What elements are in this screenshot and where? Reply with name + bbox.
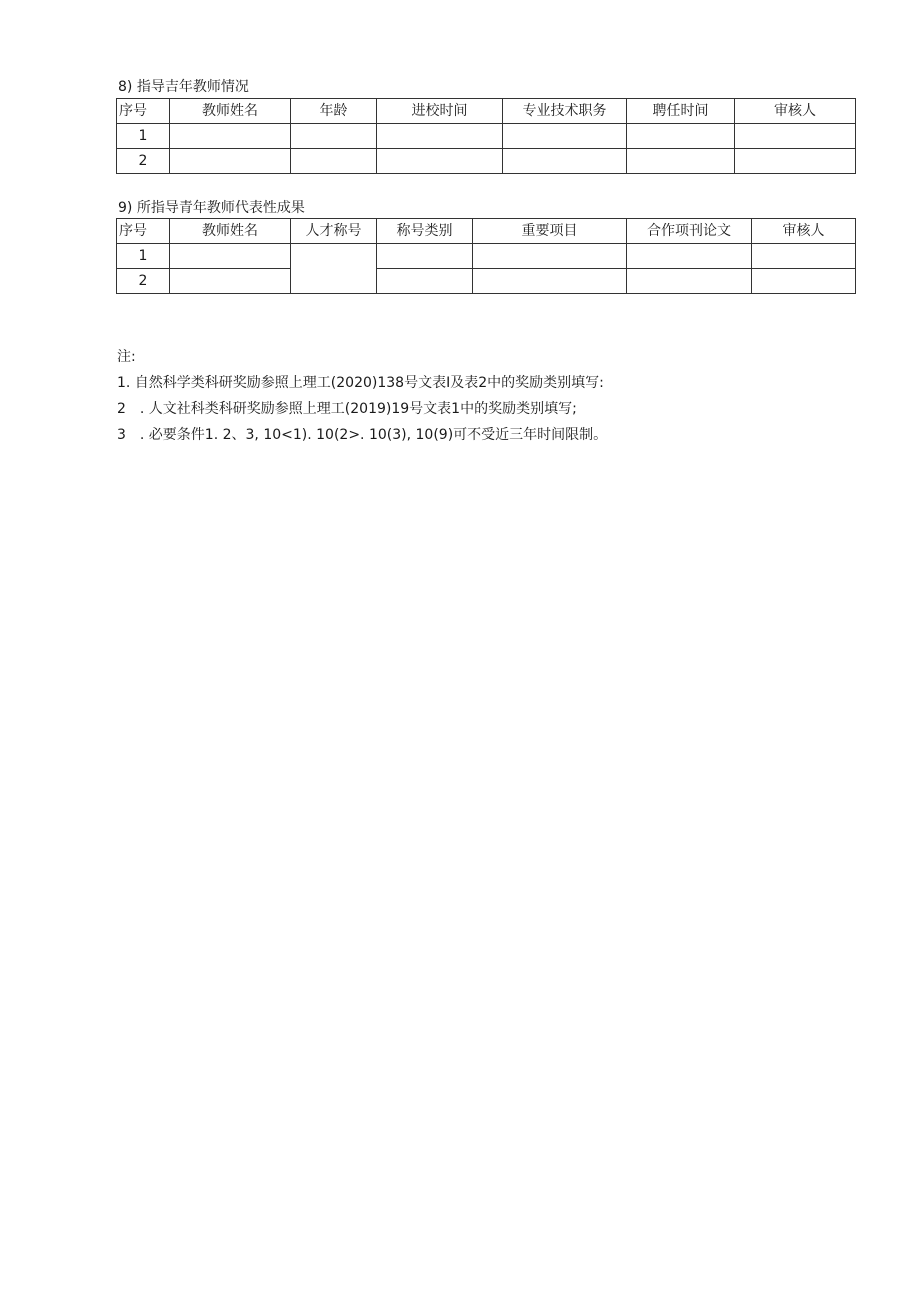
table-cell[interactable] <box>291 149 377 174</box>
table-row <box>117 269 856 294</box>
note-item: 2 . 人文社科类科研奖励参照上理工(2019)19号文表1中的奖励类别填写; <box>117 401 577 417</box>
table-row <box>117 244 856 269</box>
table-cell[interactable] <box>170 244 291 269</box>
table-cell[interactable] <box>377 269 473 294</box>
table-cell[interactable] <box>377 124 503 149</box>
header-cell: 教师姓名 <box>170 219 291 244</box>
section8-title: 8) 指导吉年教师情况 <box>118 79 249 95</box>
table-header-row <box>117 219 856 244</box>
header-cell: 审核人 <box>735 99 856 124</box>
header-cell: 序号 <box>117 99 170 124</box>
header-cell: 重要项目 <box>473 219 627 244</box>
table-cell[interactable] <box>473 269 627 294</box>
header-cell: 序号 <box>117 219 170 244</box>
table-cell[interactable] <box>627 149 735 174</box>
header-cell: 进校时间 <box>377 99 503 124</box>
table-cell[interactable] <box>170 149 291 174</box>
row-number-cell: 1 <box>117 244 170 269</box>
row-number-cell: 2 <box>117 269 170 294</box>
table-header-row <box>117 99 856 124</box>
table-cell[interactable] <box>627 244 752 269</box>
header-cell: 专业技术职务 <box>503 99 627 124</box>
table-cell[interactable] <box>170 269 291 294</box>
table-cell[interactable] <box>752 269 856 294</box>
section8-table <box>116 98 856 174</box>
section9-table <box>116 218 856 294</box>
table-cell[interactable] <box>503 124 627 149</box>
table-cell[interactable] <box>291 124 377 149</box>
note-item: 1. 自然科学类科研奖励参照上理工(2020)138号文表I及表2中的奖励类别填写: <box>117 375 604 391</box>
header-cell: 年龄 <box>291 99 377 124</box>
table-cell[interactable] <box>503 149 627 174</box>
table-cell[interactable] <box>473 244 627 269</box>
header-cell: 合作项刊论文 <box>627 219 752 244</box>
header-cell: 教师姓名 <box>170 99 291 124</box>
table-row <box>117 124 856 149</box>
table-cell[interactable] <box>377 244 473 269</box>
header-cell: 审核人 <box>752 219 856 244</box>
table-cell[interactable] <box>752 244 856 269</box>
note-item: 3 . 必要条件1. 2、3, 10<1). 10(2>. 10(3), 10(9)可不受近三年时间限制。 <box>117 427 608 443</box>
table-row <box>117 149 856 174</box>
header-cell: 称号类别 <box>377 219 473 244</box>
table-cell[interactable] <box>735 149 856 174</box>
table-cell[interactable] <box>627 269 752 294</box>
row-number-cell: 1 <box>117 124 170 149</box>
table-cell[interactable] <box>377 149 503 174</box>
header-cell: 聘任时间 <box>627 99 735 124</box>
header-cell: 人才称号 <box>291 219 377 244</box>
row-number-cell: 2 <box>117 149 170 174</box>
table-cell[interactable] <box>170 124 291 149</box>
notes-label: 注: <box>117 349 136 365</box>
section9-title: 9) 所指导青年教师代表性成果 <box>118 200 305 216</box>
table-cell[interactable] <box>735 124 856 149</box>
table-cell[interactable] <box>627 124 735 149</box>
merged-talent-title-cell[interactable] <box>291 244 377 294</box>
